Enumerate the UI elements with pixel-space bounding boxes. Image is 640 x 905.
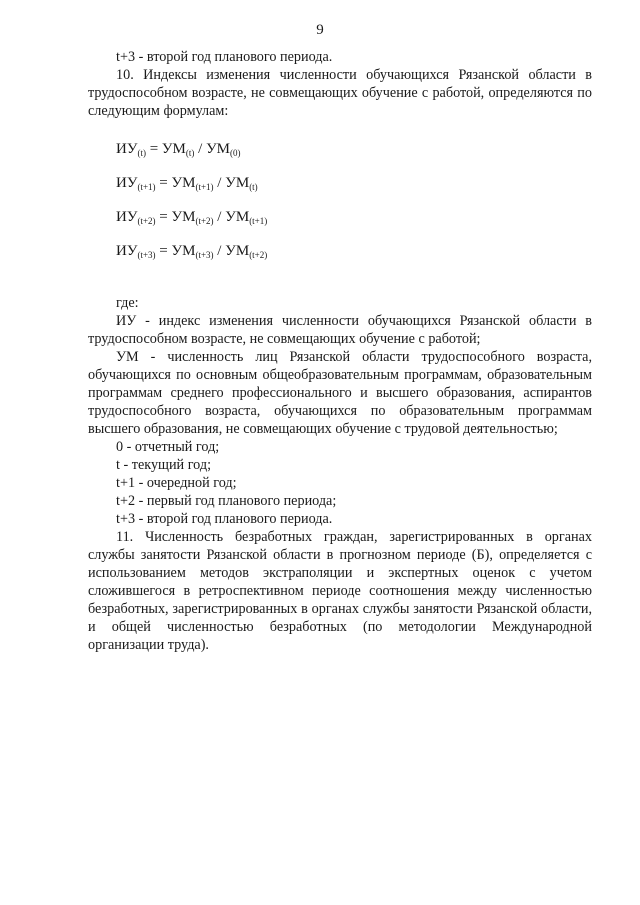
formula-den-sub: (t+2) <box>249 250 268 260</box>
formula-block <box>88 140 592 276</box>
formula-lhs-sub: (t+3) <box>137 250 156 260</box>
item-10-paragraph: 10. Индексы изменения численности обучающихся Рязанской области в трудоспособном возрасте, не совмещающих обучение с работой, определяются по следующим формулам: <box>88 67 592 119</box>
formula-eq: = <box>155 209 172 225</box>
formula-num: УМ <box>171 209 196 225</box>
formula-div: / <box>194 141 207 157</box>
formula-den-sub: (0) <box>230 148 241 158</box>
formula-den-sub: (t) <box>249 182 258 192</box>
item-11-paragraph: 11. Численность безработных граждан, зарегистрированных в органах службы занятости Рязанской области в прогнозном периоде (Б), определяется с использованием методов экстраполяции и экспертных оценок с учетом сложившегося в ретроспективном периоде соотношения между численностью безработных, зарегистрированных в органах службы занятости Рязанской области, и общей численностью безработных (по методологии Международной организации труда). <box>88 529 592 653</box>
formula-lhs: ИУ <box>116 175 138 191</box>
formula-num: УМ <box>161 141 186 157</box>
formula-den: УМ <box>225 243 250 259</box>
year-item: t+2 - первый год планового периода; <box>116 493 337 509</box>
formula-lhs: ИУ <box>116 141 138 157</box>
formula-t2 <box>116 208 592 242</box>
formula-lhs: ИУ <box>116 243 138 259</box>
year-item: t - текущий год; <box>116 457 212 473</box>
formula-t3 <box>116 242 592 276</box>
formula-den: УМ <box>225 209 250 225</box>
formula-den: УМ <box>206 141 231 157</box>
formula-num-sub: (t+2) <box>195 216 214 226</box>
formula-num-sub: (t) <box>185 148 195 158</box>
formula-t1 <box>116 174 592 208</box>
document-body <box>88 48 592 654</box>
definition-um: УМ - численность лиц Рязанской области трудоспособного возраста, обучающихся по основным общеобразовательным программам, образовательным программам среднего профессионального и высшего образования, аспирантов трудоспособного возраста, обучающихся по образовательным программам высшего образования, не совмещающих обучение с трудовой деятельностью; <box>88 349 592 437</box>
formula-lhs-sub: (t) <box>137 148 146 158</box>
year-item: 0 - отчетный год; <box>116 439 220 455</box>
definition-iu: ИУ - индекс изменения численности обучающихся Рязанской области в трудоспособном возрасте, не совмещающих обучение с работой; <box>88 313 592 347</box>
formula-den: УМ <box>225 175 250 191</box>
formula-t <box>116 140 592 174</box>
year-item: t+3 - второй год планового периода. <box>116 511 333 527</box>
formula-num-sub: (t+3) <box>195 250 214 260</box>
year-item: t+1 - очередной год; <box>116 475 237 491</box>
formula-div: / <box>213 243 226 259</box>
formula-eq: = <box>155 243 172 259</box>
formula-div: / <box>213 209 226 225</box>
formula-num: УМ <box>171 175 196 191</box>
where-label: где: <box>116 295 139 311</box>
formula-div: / <box>213 175 226 191</box>
formula-lhs: ИУ <box>116 209 138 225</box>
page-number: 9 <box>316 22 324 38</box>
formula-eq: = <box>145 141 162 157</box>
formula-lhs-sub: (t+2) <box>137 216 156 226</box>
formula-num: УМ <box>171 243 196 259</box>
formula-lhs-sub: (t+1) <box>137 182 156 192</box>
formula-num-sub: (t+1) <box>195 182 214 192</box>
intro-line: t+3 - второй год планового периода. <box>116 49 333 65</box>
formula-eq: = <box>155 175 172 191</box>
formula-den-sub: (t+1) <box>249 216 268 226</box>
